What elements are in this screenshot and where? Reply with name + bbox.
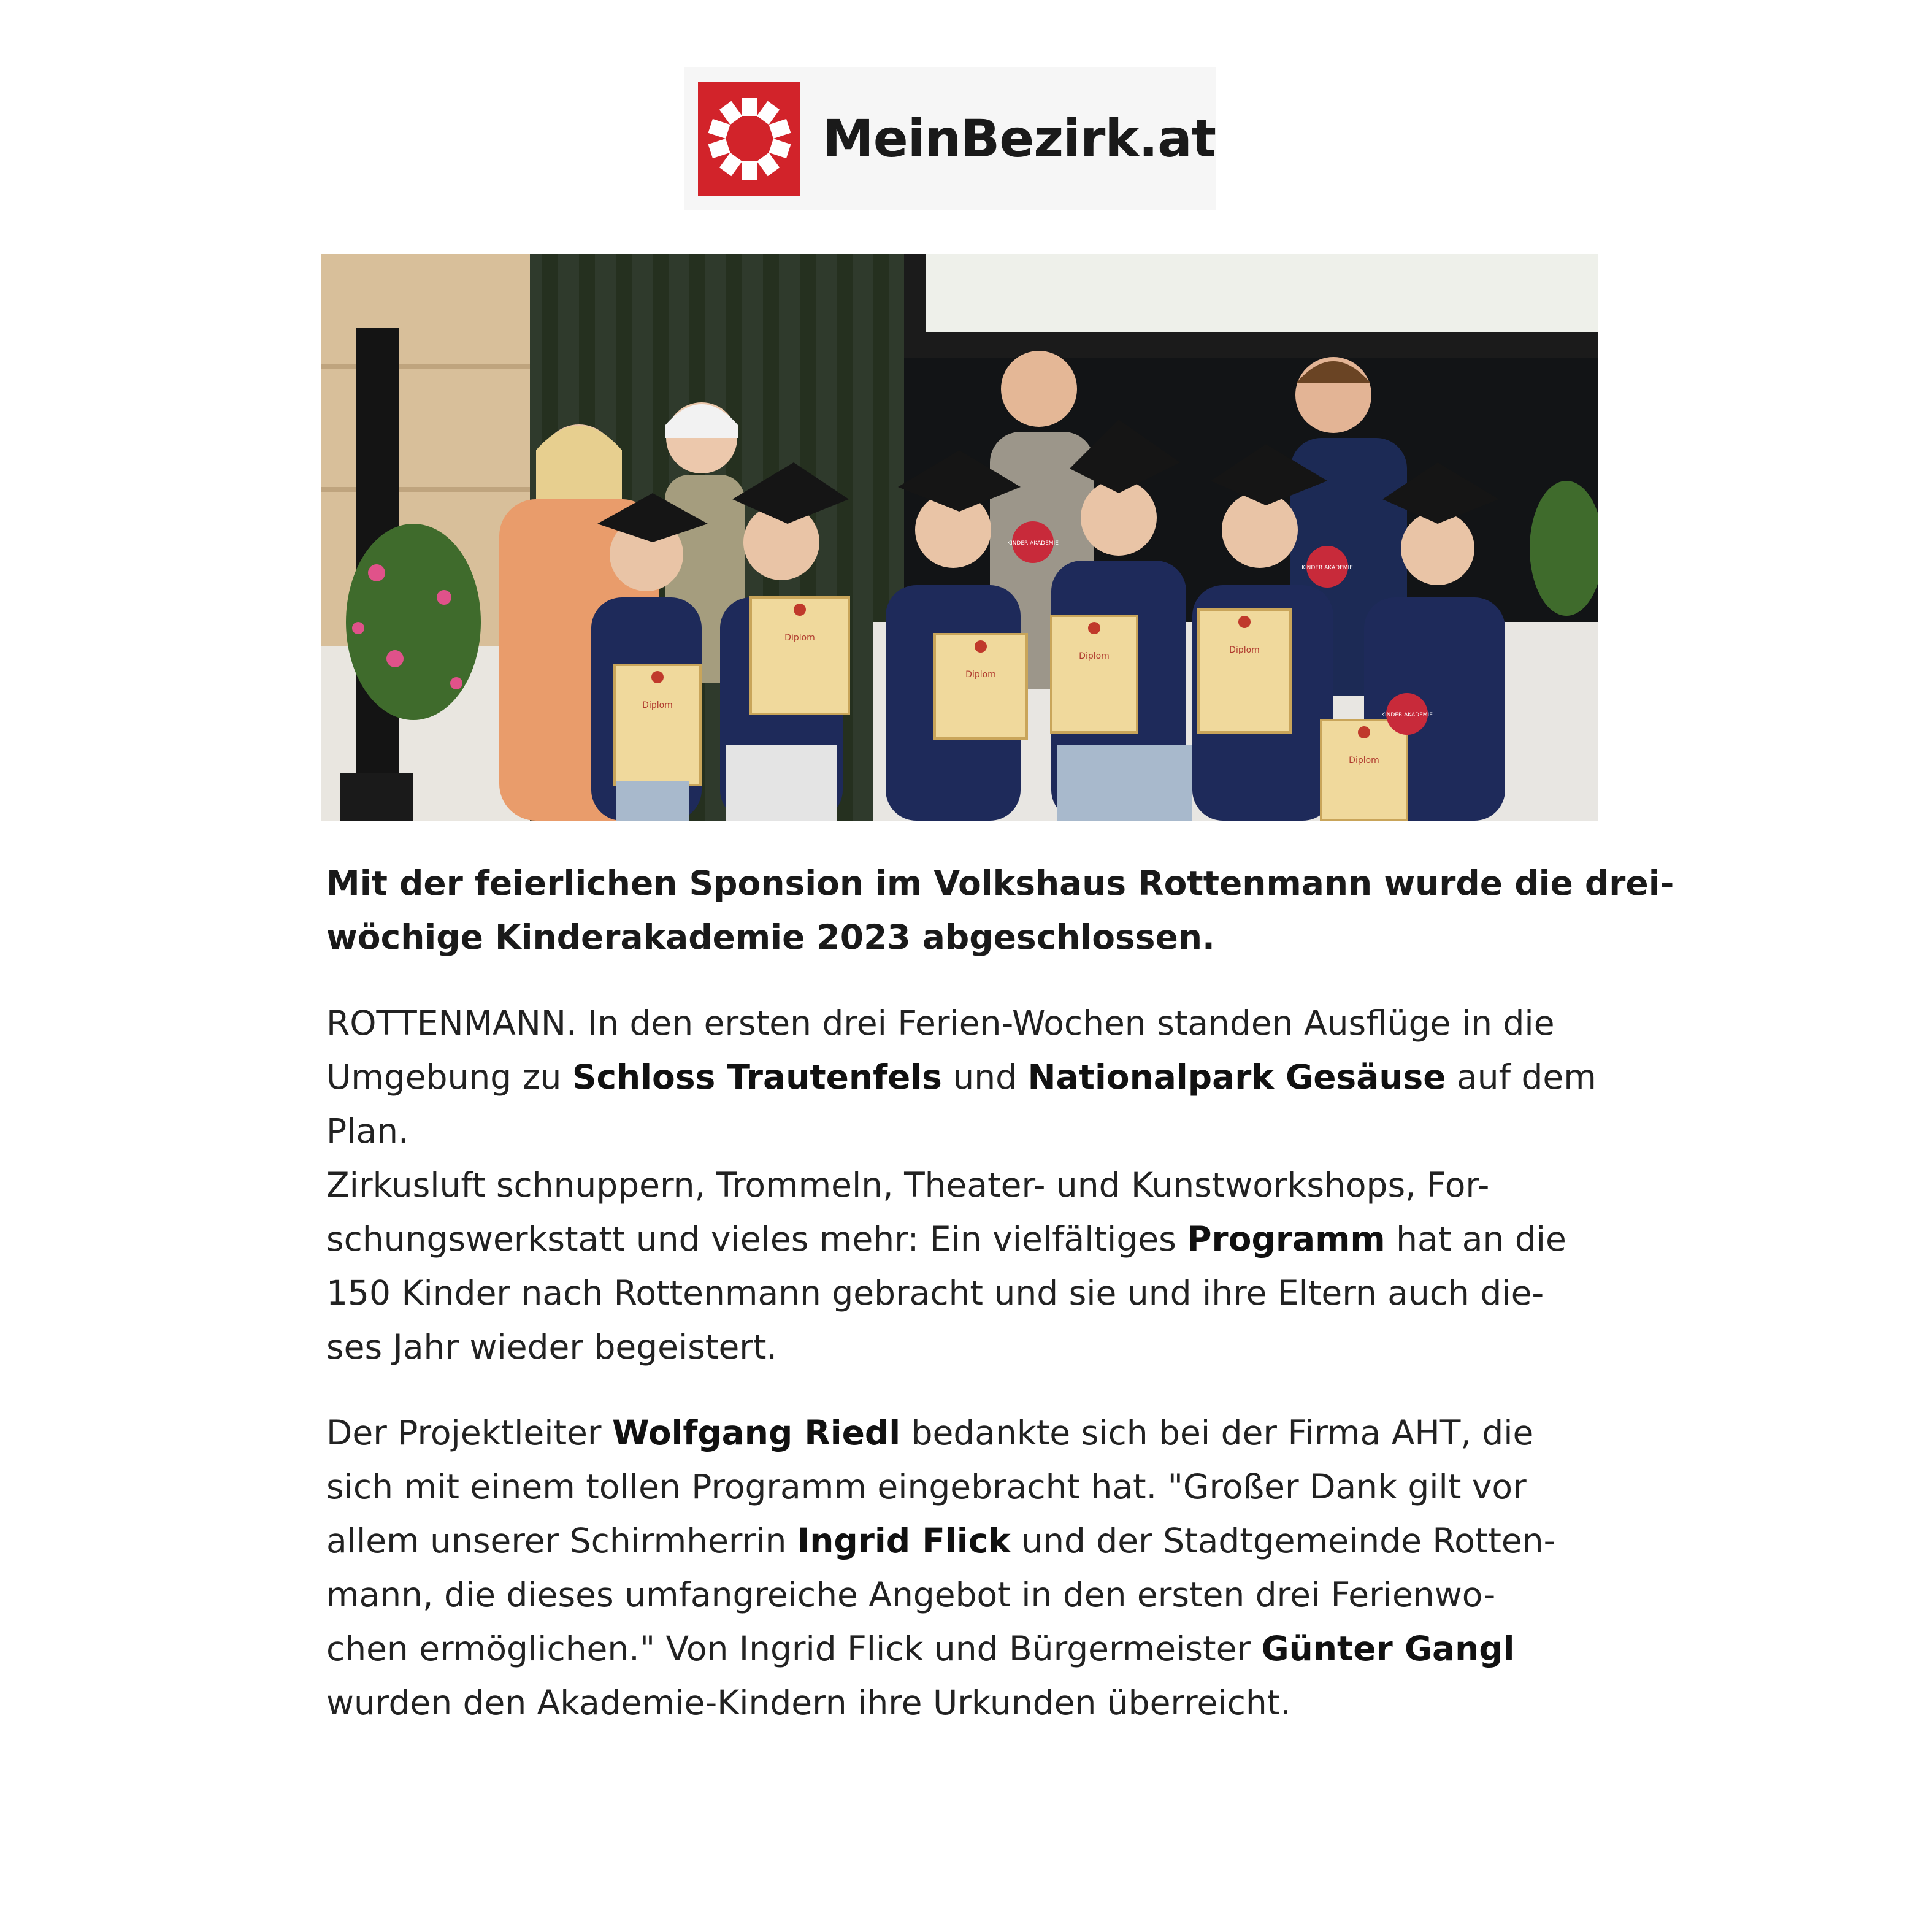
text-run: Umgebung zu [326, 1057, 572, 1097]
paragraph-line [326, 1406, 1627, 1460]
diploma-label: Diplom [965, 670, 996, 680]
text-run: allem unserer Schirmherrin [326, 1521, 797, 1560]
diploma-label: Diplom [1079, 651, 1110, 661]
highlight-programm: Programm [1187, 1219, 1386, 1259]
paragraph-line: ROTTENMANN. In den ersten drei Ferien-Wochen standen Ausflüge in die [326, 1003, 1555, 1043]
highlight-ingrid-flick: Ingrid Flick [797, 1521, 1011, 1560]
paragraph-2 [326, 1406, 1627, 1730]
lead-line: wöchige Kinderakademie 2023 abgeschlossen. [326, 918, 1215, 957]
paragraph-line: mann, die dieses umfangreiche Angebot in den ersten drei Ferienwo- [326, 1575, 1496, 1614]
highlight-wolfgang-riedl: Wolfgang Riedl [611, 1413, 901, 1452]
article-photo [321, 254, 1598, 821]
shirt-logo-text: KINDER AKADEMIE [1301, 565, 1353, 571]
paragraph-line: sich mit einem tollen Programm eingebracht hat. "Großer Dank gilt vor [326, 1467, 1527, 1506]
text-run: und der Stadtgemeinde Rotten- [1010, 1521, 1556, 1560]
shirt-logo-text: KINDER AKADEMIE [1007, 540, 1059, 546]
text-run: bedankte sich bei der Firma AHT, die [900, 1413, 1534, 1452]
paragraph-line: Plan. [326, 1111, 409, 1151]
diploma-label: Diplom [1349, 756, 1379, 765]
paragraph-line [326, 1514, 1627, 1568]
paragraph-line [326, 1622, 1627, 1676]
paragraph-line: 150 Kinder nach Rottenmann gebracht und sie und ihre Eltern auch die- [326, 1273, 1544, 1313]
sun-ring-icon [698, 82, 800, 196]
lead-line: Mit der feierlichen Sponsion im Volkshaus Rottenmann wurde die drei- [326, 864, 1674, 903]
text-run: schungswerkstatt und vieles mehr: Ein vielfältiges [326, 1219, 1187, 1259]
text-run: auf dem [1446, 1057, 1597, 1097]
ceremony-photo-illustration [321, 254, 1598, 821]
diploma-label: Diplom [1229, 645, 1260, 655]
text-run: und [941, 1057, 1028, 1097]
site-logo[interactable] [684, 67, 1216, 210]
article-body [326, 856, 1674, 1730]
paragraph-line: ses Jahr wieder begeistert. [326, 1327, 777, 1367]
paragraph-line [326, 1050, 1627, 1104]
brand-name: MeinBezirk.at [822, 109, 1216, 169]
diploma-label: Diplom [784, 633, 815, 643]
article-lead [326, 856, 1674, 964]
highlight-schloss-trautenfels: Schloss Trautenfels [572, 1057, 942, 1097]
highlight-guenter-gangl: Günter Gangl [1261, 1629, 1515, 1668]
diploma-label: Diplom [642, 700, 673, 710]
text-run: hat an die [1385, 1219, 1566, 1259]
paragraph-line [326, 1212, 1627, 1266]
paragraph-1 [326, 996, 1627, 1374]
paragraph-line: Zirkusluft schnuppern, Trommeln, Theater- und Kunstworkshops, For- [326, 1165, 1490, 1205]
paragraph-line: wurden den Akademie-Kindern ihre Urkunden überreicht. [326, 1683, 1291, 1722]
text-run: chen ermöglichen." Von Ingrid Flick und Bürgermeister [326, 1629, 1262, 1668]
text-run: Der Projektleiter [326, 1413, 612, 1452]
shirt-logo-text: KINDER AKADEMIE [1381, 712, 1433, 718]
highlight-nationalpark-gesaeuse: Nationalpark Gesäuse [1027, 1057, 1446, 1097]
